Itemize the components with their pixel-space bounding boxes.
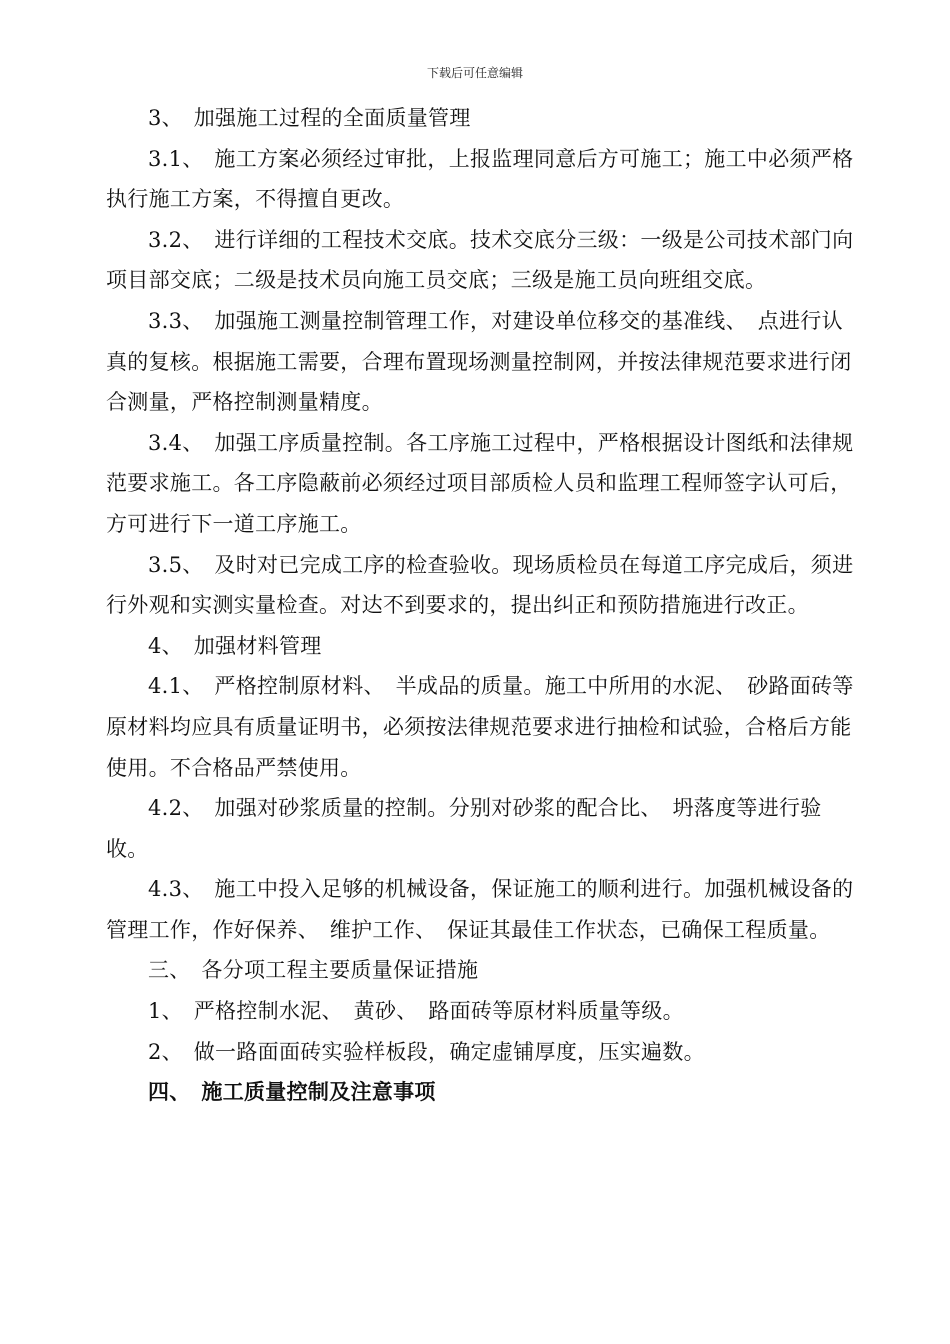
paragraph-4-3: 4.3、 施工中投入足够的机械设备，保证施工的顺利进行。加强机械设备的管理工作，作好保养、 维护工作、 保证其最佳工作状态，已确保工程质量。 [106,877,854,942]
heading-4: 4、 加强材料管理 [148,633,322,658]
paragraph-3-4: 3.4、 加强工序质量控制。各工序施工过程中，严格根据设计图纸和法律规范要求施工。各工序隐蔽前必须经过项目部质检人员和监理工程师签字认可后，方可进行下一道工序施工。 [106,430,854,536]
section-heading-4: 四、 施工质量控制及注意事项 [148,1079,436,1105]
heading-3: 3、 加强施工过程的全面质量管理 [148,106,471,130]
paragraph-4-2: 4.2、 加强对砂浆质量的控制。分别对砂浆的配合比、 坍落度等进行验收。 [106,796,822,861]
paragraph-3-2: 3.2、 进行详细的工程技术交底。技术交底分三级：一级是公司技术部门向项目部交底；二级是技术员向施工员交底；三级是施工员向班组交底。 [106,227,854,293]
paragraph-3-3: 3.3、 加强施工测量控制管理工作，对建设单位移交的基准线、 点进行认真的复核。根据施工需要，合理布置现场测量控制网，并按法律规范要求进行闭合测量，严格控制测量精度。 [106,308,852,415]
section-heading-3: 三、 各分项工程主要质量保证措施 [148,958,479,983]
document-body [106,98,854,1113]
list-item-1: 1、 严格控制水泥、 黄砂、 路面砖等原材料质量等级。 [148,999,684,1024]
paragraph-3-1: 3.1、 施工方案必须经过审批，上报监理同意后方可施工；施工中必须严格执行施工方案，不得擅自更改。 [106,146,854,212]
page-header: 下载后可任意编辑 [426,66,523,80]
list-item-2: 2、 做一路面面砖实验样板段，确定虚铺厚度，压实遍数。 [148,1039,705,1064]
paragraph-4-1: 4.1、 严格控制原材料、 半成品的质量。施工中所用的水泥、 砂路面砖等原材料均应具有质量证明书，必须按法律规范要求进行抽检和试验，合格后方能使用。不合格品严禁使用。 [106,674,854,780]
paragraph-3-5: 3.5、 及时对已完成工序的检查验收。现场质检员在每道工序完成后，须进行外观和实测实量检查。对达不到要求的，提出纠正和预防措施进行改正。 [106,552,854,618]
